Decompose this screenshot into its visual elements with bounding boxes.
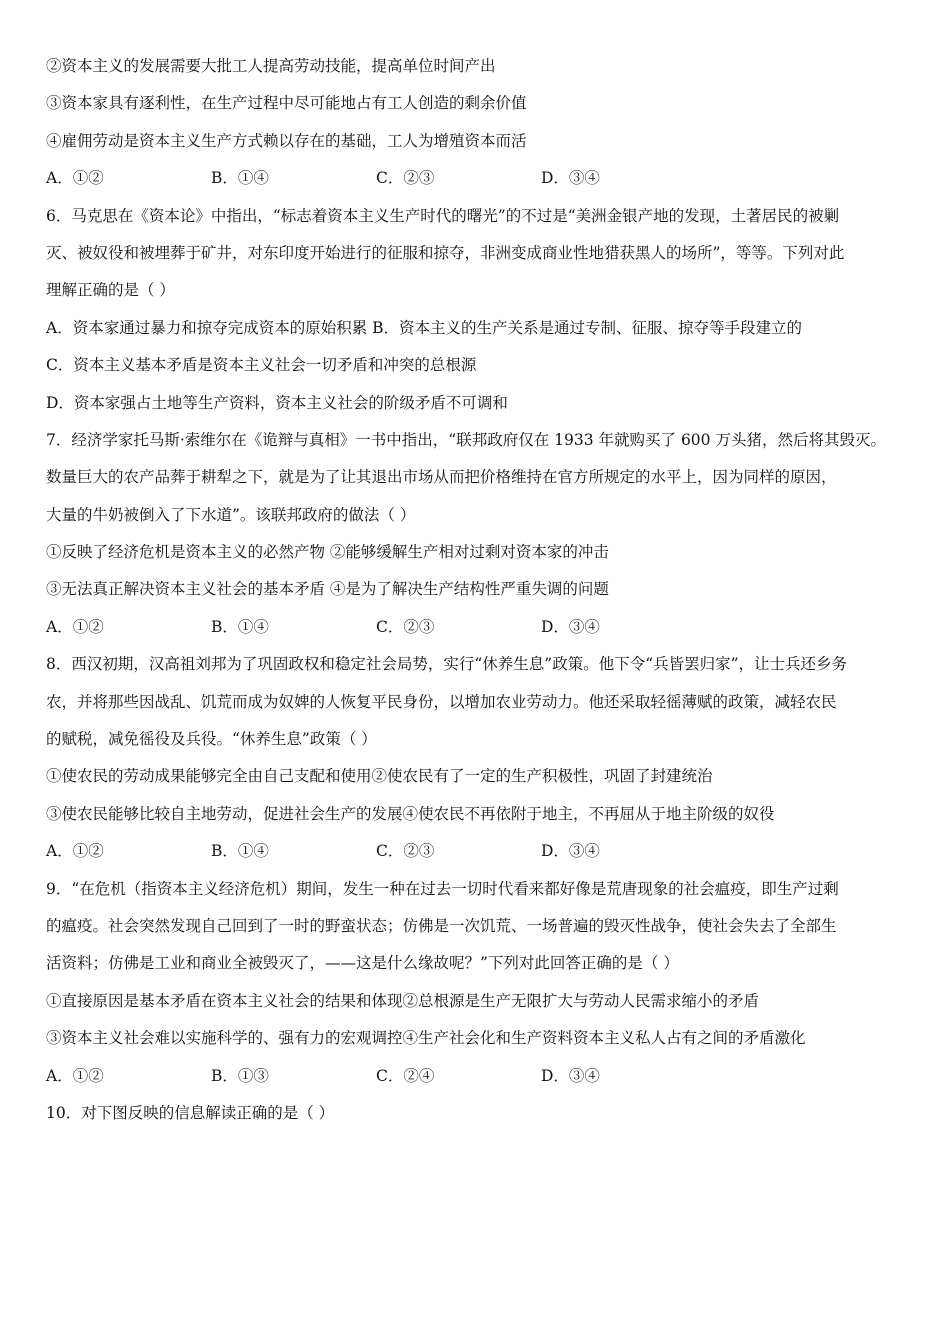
- q5-options: [46, 160, 916, 197]
- q8-option-c[interactable]: C．②③: [376, 842, 435, 861]
- q8-stem-line-2: 农，并将那些因战乱、饥荒而成为奴婢的人恢复平民身份，以增加农业劳动力。他还采取轻徭薄赋的政策，减轻农民: [46, 692, 837, 711]
- q9-stem-line-3: 活资料；仿佛是工业和商业全被毁灭了，——这是什么缘故呢？”下列对此回答正确的是（ ）: [46, 954, 679, 973]
- q6-options-a-b[interactable]: A．资本家通过暴力和掠夺完成资本的原始积累 B．资本主义的生产关系是通过专制、征服、掠夺等手段建立的: [46, 318, 803, 337]
- q8-stem-line-3: 的赋税，减免徭役及兵役。“休养生息”政策（ ）: [46, 730, 377, 749]
- q8-option-a[interactable]: A．①②: [46, 842, 104, 861]
- q6-stem-line-1: 6．马克思在《资本论》中指出，“标志着资本主义生产时代的曙光”的不过是“美洲金银产地的发现，土著居民的被剿: [46, 206, 840, 225]
- q5-statement-2: ②资本主义的发展需要大批工人提高劳动技能，提高单位时间产出: [46, 57, 496, 75]
- q5-option-d[interactable]: D．③④: [541, 169, 600, 188]
- q7-options: [46, 609, 916, 646]
- q7-option-c[interactable]: C．②③: [376, 617, 435, 636]
- q7-stem-line-2: 数量巨大的农产品葬于耕犁之下，就是为了让其退出市场从而把价格维持在官方所规定的水平上，因为同样的原因，: [46, 468, 837, 487]
- q6-stem-line-2: 灭、被奴役和被埋葬于矿井，对东印度开始进行的征服和掠夺，非洲变成商业性地猎获黑人的场所”，等等。下列对此: [46, 243, 845, 262]
- q7-stem-line-1: 7．经济学家托马斯·索维尔在《诡辩与真相》一书中指出，“联邦政府仅在 1933 年就购买了 600 万头猪，然后将其毁灭。: [46, 430, 886, 449]
- q6-option-d[interactable]: D．资本家强占土地等生产资料，资本主义社会的阶级矛盾不可调和: [46, 393, 508, 412]
- q8-statements-3-4: ③使农民能够比较自主地劳动，促进社会生产的发展④使农民不再依附于地主，不再屈从于地主阶级的奴役: [46, 804, 775, 823]
- q8-options: [46, 833, 916, 870]
- q9-option-d[interactable]: D．③④: [541, 1066, 600, 1085]
- q9-statements-1-2: ①直接原因是基本矛盾在资本主义社会的结果和体现②总根源是生产无限扩大与劳动人民需求缩小的矛盾: [46, 991, 760, 1010]
- q9-stem-line-2: 的瘟疫。社会突然发现自己回到了一时的野蛮状态；仿佛是一次饥荒、一场普遍的毁灭性战争，使社会失去了全部生: [46, 916, 837, 935]
- q8-statements-1-2: ①使农民的劳动成果能够完全由自己支配和使用②使农民有了一定的生产积极性，巩固了封建统治: [46, 767, 713, 786]
- q6-option-c[interactable]: C．资本主义基本矛盾是资本主义社会一切矛盾和冲突的总根源: [46, 356, 477, 375]
- q5-option-c[interactable]: C．②③: [376, 169, 435, 188]
- q9-stem-line-1: 9．“在危机（指资本主义经济危机）期间，发生一种在过去一切时代看来都好像是荒唐现象的社会瘟疫，即生产过剩: [46, 879, 839, 898]
- q7-statements-3-4: ③无法真正解决资本主义社会的基本矛盾 ④是为了解决生产结构性严重失调的问题: [46, 580, 609, 599]
- q7-option-d[interactable]: D．③④: [541, 617, 600, 636]
- q8-option-d[interactable]: D．③④: [541, 842, 600, 861]
- q7-stem-line-3: 大量的牛奶被倒入了下水道”。该联邦政府的做法（ ）: [46, 505, 416, 524]
- q5-option-b[interactable]: B．①④: [211, 169, 269, 188]
- q9-option-b[interactable]: B．①③: [211, 1066, 269, 1085]
- q8-stem-line-1: 8．西汉初期，汉高祖刘邦为了巩固政权和稳定社会局势，实行“休养生息”政策。他下令“兵皆罢归家”，让士兵还乡务: [46, 655, 848, 674]
- q9-statements-3-4: ③资本主义社会难以实施科学的、强有力的宏观调控④生产社会化和生产资料资本主义私人占有之间的矛盾激化: [46, 1029, 806, 1048]
- q5-statement-3: ③资本家具有逐利性，在生产过程中尽可能地占有工人创造的剩余价值: [46, 94, 527, 113]
- q8-option-b[interactable]: B．①④: [211, 842, 269, 861]
- q10-stem: 10．对下图反映的信息解读正确的是（ ）: [46, 1103, 335, 1122]
- q9-option-a[interactable]: A．①②: [46, 1066, 104, 1085]
- q9-options: [46, 1058, 916, 1095]
- q9-option-c[interactable]: C．②④: [376, 1066, 435, 1085]
- q5-option-a[interactable]: A．①②: [46, 169, 104, 188]
- q5-statement-4: ④雇佣劳动是资本主义生产方式赖以存在的基础，工人为增殖资本而活: [46, 131, 527, 150]
- exam-page: [46, 48, 916, 1132]
- q7-option-a[interactable]: A．①②: [46, 617, 104, 636]
- q7-option-b[interactable]: B．①④: [211, 617, 269, 636]
- q7-statements-1-2: ①反映了经济危机是资本主义的必然产物 ②能够缓解生产相对过剩对资本家的冲击: [46, 543, 609, 562]
- q6-stem-line-3: 理解正确的是（ ）: [46, 281, 175, 300]
